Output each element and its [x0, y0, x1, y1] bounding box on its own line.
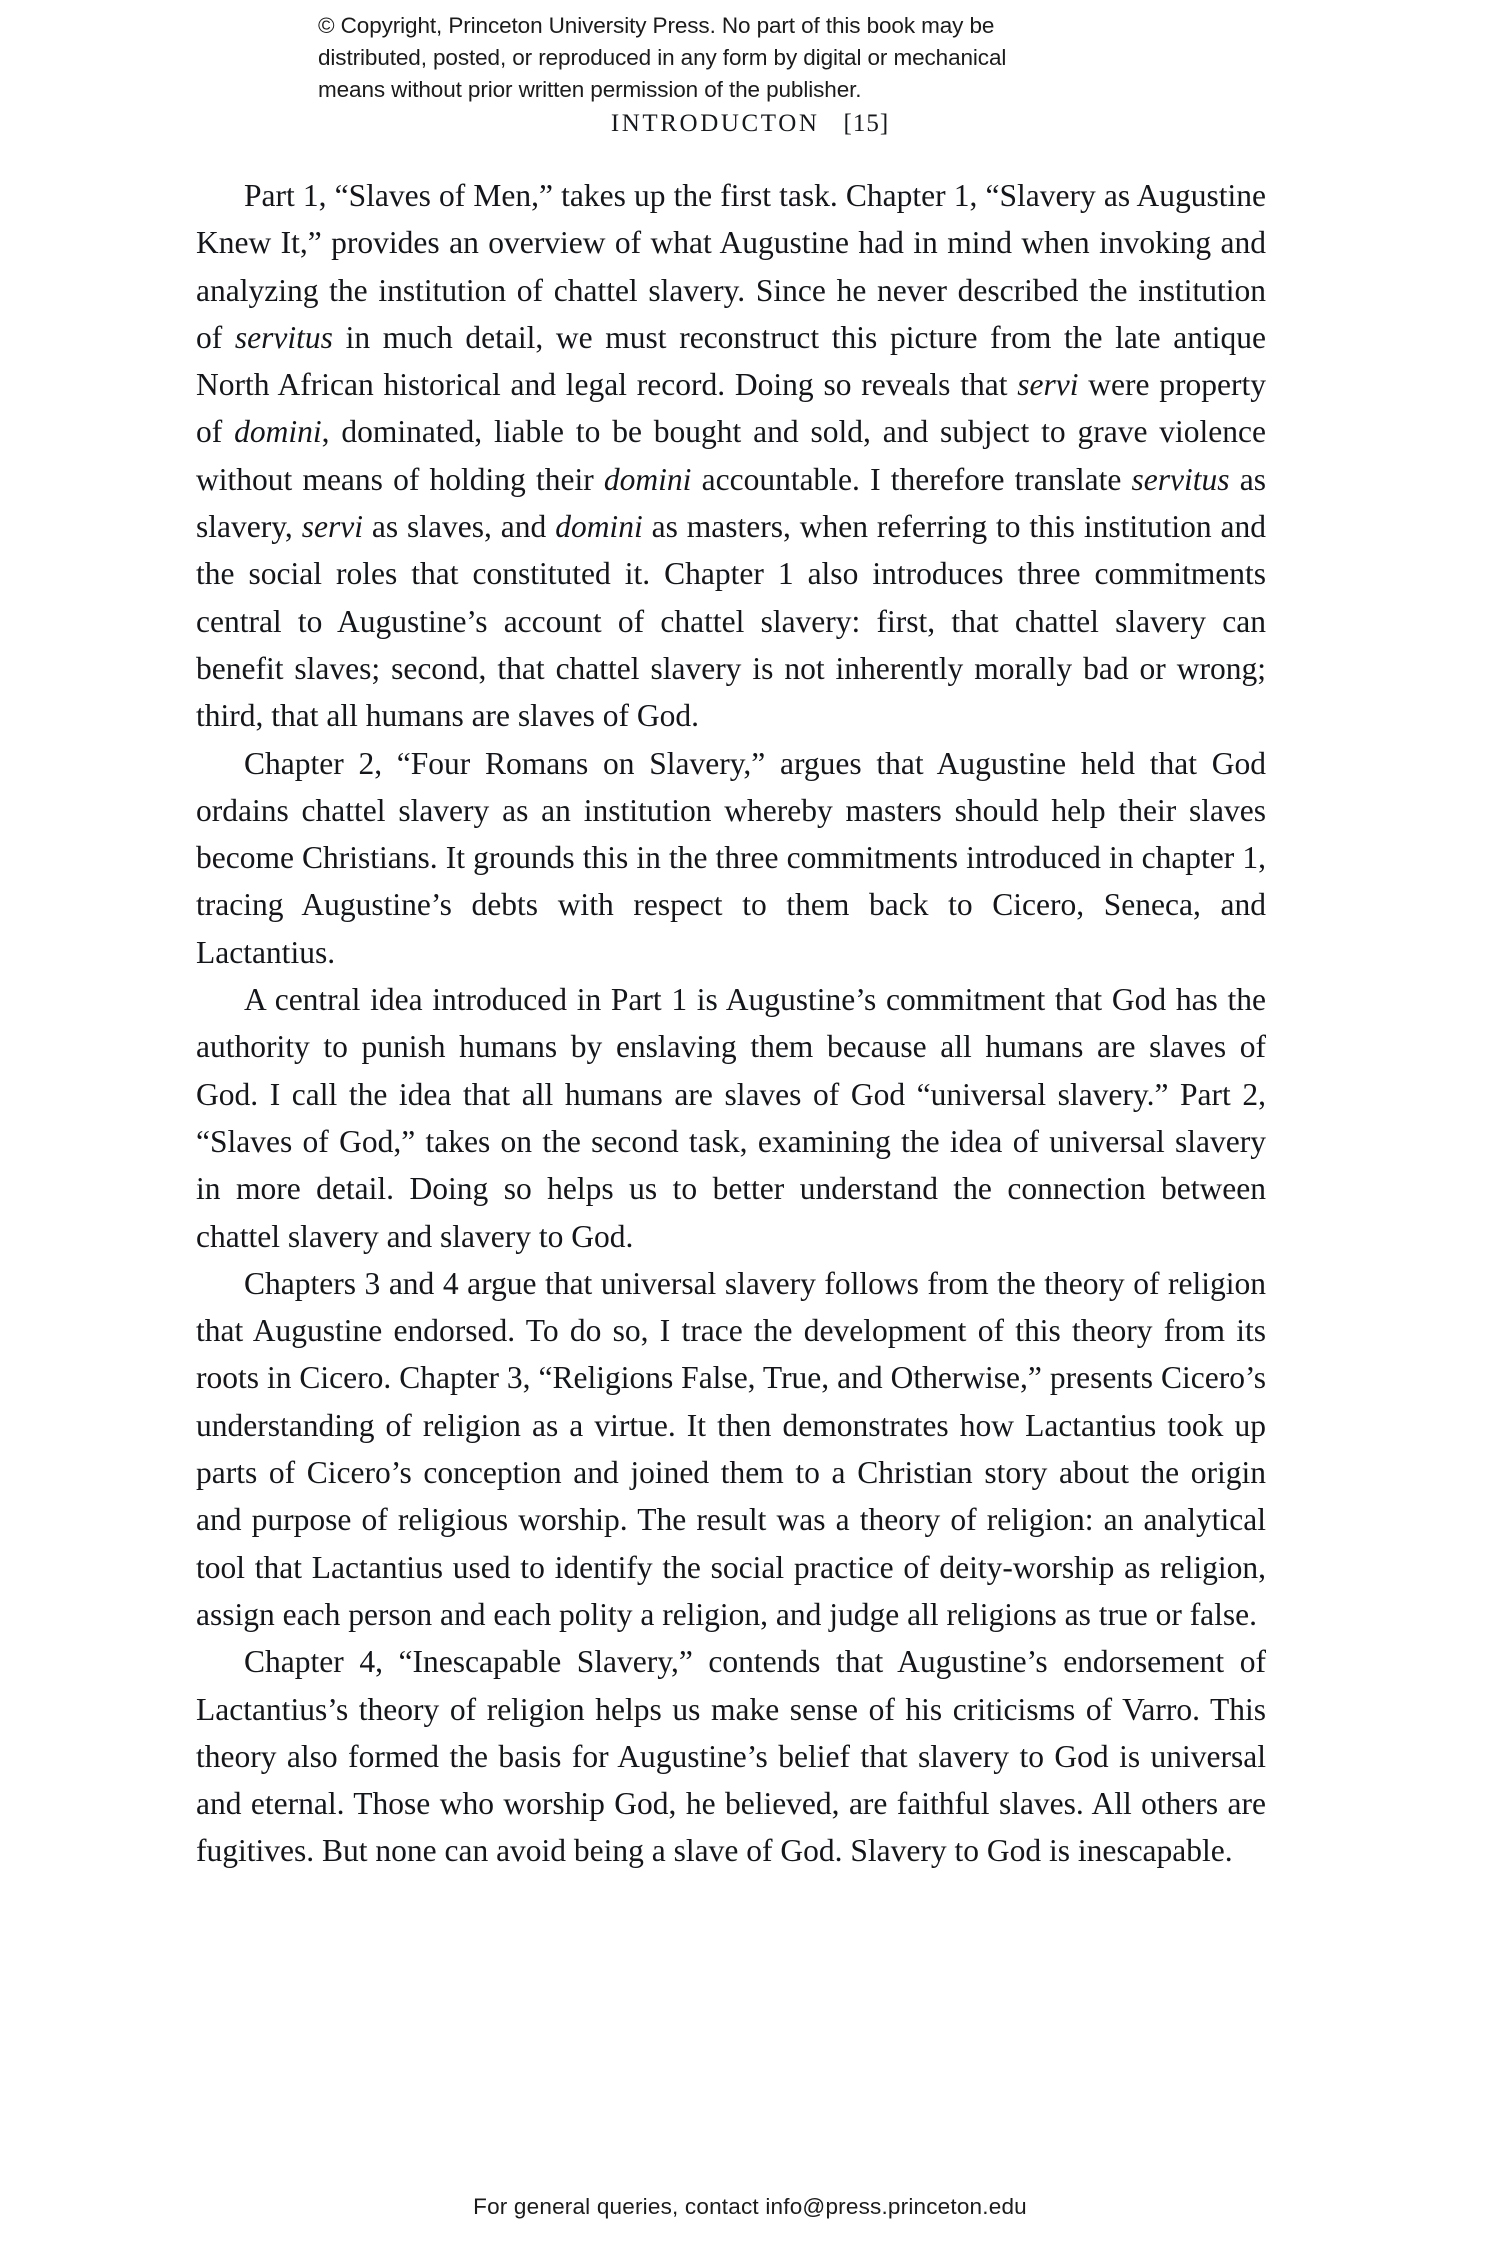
paragraph-1-seg-a: Part 1, “Slaves of Men,” takes up the first task. Chapter 1, “Slavery as Augustine Knew It,” provides an overview of what Augustine had in mind when invoking and analyzing the institution of chattel slavery. Since he never described the institution of	[196, 178, 1266, 355]
paragraph-1-seg-b: in much detail, we must reconstruct this picture from the late antique North African historical and legal record. Doing so reveals that	[196, 319, 1266, 403]
latin-term-servi-2: servi	[301, 509, 363, 545]
paragraph-1-seg-e: accountable. I therefore translate	[691, 461, 1132, 497]
paragraph-1-seg-f: as slavery,	[196, 461, 1266, 545]
copyright-watermark-line-2: distributed, posted, or reproduced in any form by digital or mechanical	[318, 45, 1007, 70]
paragraph-1-seg-h: as masters, when referring to this institution and the social roles that constituted it. Chapter 1 also introduces three commitments central to Augustine’s account of chattel slavery: first, that chattel slavery can benefit slaves; second, that chattel slavery is not inherently morally bad or wrong; third, that all humans are slaves of God.	[196, 509, 1267, 734]
paragraph-1-seg-c: were property of	[196, 367, 1266, 450]
paragraph-4: Chapters 3 and 4 argue that universal slavery follows from the theory of religion that Augustine endorsed. To do so, I trace the development of this theory from its roots in Cicero. Chapter 3, “Religions False, True, and Otherwise,” presents Cicero’s understanding of religion as a virtue. It then demonstrates how Lactantius took up parts of Cicero’s conception and joined them to a Christian story about the origin and purpose of religious worship. The result was a theory of religion: an analytical tool that Lactantius used to identify the social practice of deity-worship as religion, assign each person and each polity a religion, and judge all religions as true or false.	[196, 1265, 1266, 1632]
latin-term-servi: servi	[1017, 367, 1079, 403]
paragraph-3: A central idea introduced in Part 1 is Augustine’s commitment that God has the authority to punish humans by enslaving them because all humans are slaves of God. I call the idea that all humans are slaves of God “universal slavery.” Part 2, “Slaves of God,” takes on the second task, examining the idea of universal slavery in more detail. Doing so helps us to better understand the connection between chattel slavery and slavery to God.	[196, 982, 1266, 1254]
latin-term-servitus-2: servitus	[1131, 461, 1230, 497]
paragraph-5: Chapter 4, “Inescapable Slavery,” contends that Augustine’s endorsement of Lactantius’s theory of religion helps us make sense of his criticisms of Varro. This theory also formed the basis for Augustine’s belief that slavery to God is universal and eternal. Those who worship God, he believed, are faithful slaves. All others are fugitives. But none can avoid being a slave of God. Slavery to God is inescapable.	[196, 1644, 1266, 1869]
latin-term-domini: domini	[234, 414, 322, 450]
copyright-watermark-line-3: means without prior written permission of the publisher.	[318, 77, 862, 102]
footer-queries-notice: For general queries, contact info@press.princeton.edu	[473, 2194, 1027, 2219]
latin-term-servitus: servitus	[234, 319, 333, 355]
body-text-column	[196, 172, 1266, 1875]
paragraph-1-seg-d: , dominated, liable to be bought and sold, and subject to grave violence without means of holding their	[196, 414, 1266, 497]
paragraph-1-seg-g: as slaves, and	[362, 509, 556, 545]
latin-term-domini-3: domini	[555, 509, 643, 545]
copyright-watermark-line-1: © Copyright, Princeton University Press. No part of this book may be	[318, 13, 995, 38]
running-head	[0, 110, 1500, 138]
running-head-title: INTRODUCTON	[610, 110, 820, 137]
paragraph-1	[196, 172, 1266, 740]
paragraph-2: Chapter 2, “Four Romans on Slavery,” argues that Augustine held that God ordains chattel slavery as an institution whereby masters should help their slaves become Christians. It grounds this in the three commitments introduced in chapter 1, tracing Augustine’s debts with respect to them back to Cicero, Seneca, and Lactantius.	[196, 745, 1266, 970]
page-number: [15]	[843, 110, 890, 137]
copyright-watermark	[318, 10, 1178, 106]
latin-term-domini-2: domini	[603, 461, 692, 497]
